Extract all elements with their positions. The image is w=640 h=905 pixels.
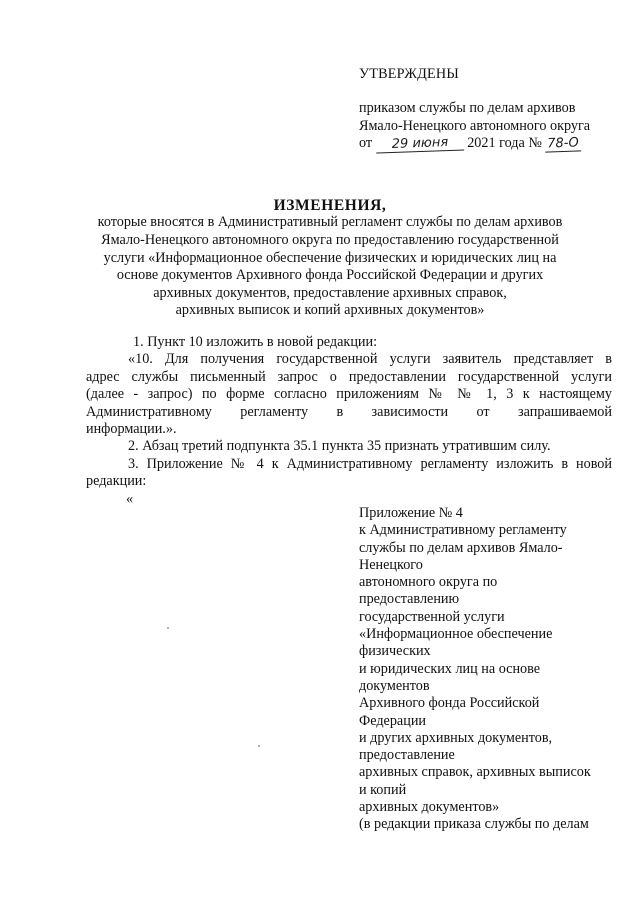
document-body [86, 334, 612, 508]
annex-line: предоставление [359, 747, 455, 764]
annex-line: Федерации [359, 712, 427, 729]
annex-line: службы по делам архивов Ямало- [359, 539, 563, 556]
paragraph-10 [86, 351, 612, 438]
heading-line: Ямало-Ненецкого автономного округа по предоставлению государственной [101, 232, 559, 248]
annex-line: Архивного фонда Российской [359, 695, 540, 712]
annex-line: «Информационное обеспечение [359, 626, 553, 643]
approval-date-line [359, 135, 619, 152]
heading-line: которые вносятся в Административный регламент службы по делам архивов [97, 214, 563, 231]
approval-block [359, 66, 619, 153]
annex-line: архивных документов» [359, 799, 500, 816]
annex-line: (в редакции приказа службы по делам [359, 816, 589, 833]
date-suffix: 2021 года № [467, 135, 542, 152]
approval-line-order: приказом службы по делам архивов [359, 100, 576, 117]
document-heading [70, 197, 590, 320]
paragraph-line: информации.». [86, 421, 177, 438]
item-3-line: 3. Приложение № 4 к Административному регламенту изложить в новой [128, 455, 612, 472]
heading-line: основе документов Архивного фонда Российской Федерации и других [116, 267, 544, 284]
annex-line: архивных справок, архивных выписок [359, 764, 591, 781]
heading-line: архивных выписок и копий архивных документов» [175, 302, 485, 319]
heading-line: архивных документов, предоставление архивных справок, [153, 284, 507, 301]
scan-speck [167, 627, 169, 629]
item-3-line: редакции: [86, 473, 147, 490]
annex-line: к Административному регламенту [359, 522, 567, 539]
item-3 [86, 455, 612, 491]
paragraph-line: «10. Для получения государственной услуги заявитель представляет в [128, 351, 612, 368]
annex-block [359, 505, 619, 834]
annex-line: документов [359, 677, 430, 694]
annex-line: и юридических лиц на основе [359, 660, 541, 677]
paragraph-line: (далее - запрос) по форме согласно приложениям № № 1, 3 к настоящему [86, 386, 612, 403]
annex-line: и копий [359, 781, 407, 798]
approval-line-district: Ямало-Ненецкого автономного округа [359, 117, 591, 134]
paragraph-line: Административному регламенту в зависимости от запрашиваемой [86, 403, 612, 420]
annex-line: и других архивных документов, [359, 729, 553, 746]
heading-title: ИЗМЕНЕНИЯ, [273, 197, 387, 214]
opening-quote: « [126, 490, 134, 507]
annex-line: Ненецкого [359, 556, 423, 573]
scan-speck [258, 745, 260, 747]
date-prefix: от [359, 135, 373, 152]
annex-line: предоставлению [359, 591, 460, 608]
handwritten-date: 29 июня [375, 136, 463, 154]
annex-line: Приложение № 4 [359, 505, 463, 521]
heading-line: услуги «Информационное обеспечение физических и юридических лиц на [103, 249, 557, 266]
annex-line: государственной услуги [359, 608, 505, 625]
approval-title: УТВЕРЖДЕНЫ [359, 66, 459, 82]
item-1: 1. Пункт 10 изложить в новой редакции: [133, 334, 378, 350]
paragraph-line: адрес службы письменный запрос о предоставлении государственной услуги [86, 368, 612, 385]
annex-line: автономного округа по [359, 574, 498, 591]
annex-line: физических [359, 643, 431, 660]
item-2: 2. Абзац третий подпункта 35.1 пункта 35 признать утратившим силу. [128, 438, 551, 455]
handwritten-order-number: 78-О [545, 137, 582, 153]
